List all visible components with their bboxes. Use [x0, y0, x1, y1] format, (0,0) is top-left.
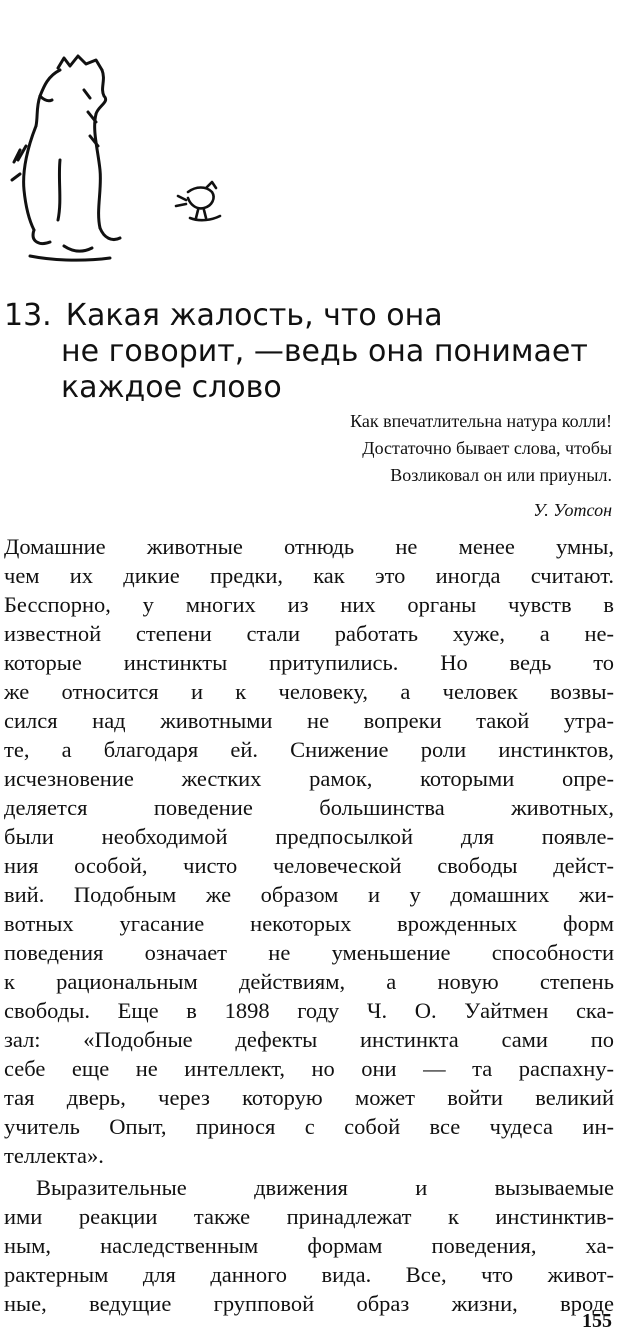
text-line: исчезновение жестких рамок, которыми опре-	[4, 766, 614, 791]
text-line: к рациональным действиям, а новую степень	[4, 969, 614, 994]
epigraph-line: Достаточно бывает слова, чтобы	[362, 438, 612, 458]
paragraph-2	[4, 1173, 614, 1318]
text-line: свободы. Еще в 1898 году Ч. О. Уайтмен ска-	[4, 998, 614, 1023]
text-line: зал: «Подобные дефекты инстинкта сами по	[4, 1027, 614, 1052]
heading-line-1: 13. Какая жалость, что она	[4, 298, 443, 333]
text-line: теллекта».	[4, 1143, 104, 1168]
text-line: ным, наследственным формам поведения, ха-	[4, 1233, 614, 1258]
text-line: тая дверь, через которую может войти великий	[4, 1085, 614, 1110]
epigraph	[192, 408, 612, 524]
text-line: известной степени стали работать хуже, а не-	[4, 621, 614, 646]
text-line: учитель Опыт, принося с собой все чудеса ин-	[4, 1114, 614, 1139]
text-line: сился над животными не вопреки такой утра-	[4, 708, 614, 733]
text-line: вотных угасание некоторых врожденных форм	[4, 911, 614, 936]
epigraph-line: Как впечатлительна натура колли!	[350, 411, 612, 431]
text-line: Выразительные движения и вызываемые	[36, 1175, 614, 1200]
text-line: себе еще не интеллект, но они — та распахну-	[4, 1056, 614, 1081]
epigraph-line: Возликовал он или приуныл.	[390, 465, 612, 485]
chapter-heading	[4, 298, 616, 406]
text-line: ные, ведущие групповой образ жизни, вроде	[4, 1291, 614, 1316]
text-line: были необходимой предпосылкой для появле-	[4, 824, 614, 849]
dog-sketch	[12, 56, 120, 260]
text-line: рактерным для данного вида. Все, что живот-	[4, 1262, 614, 1287]
heading-line-2: не говорит, —ведь она понимает	[61, 334, 588, 369]
text-line: Бесспорно, у многих из них органы чувств в	[4, 592, 614, 617]
text-line: деляется поведение большинства животных,	[4, 795, 614, 820]
dog-and-bird-illustration	[0, 50, 250, 280]
text-line: же относится и к человеку, а человек возвы-	[4, 679, 614, 704]
heading-line-3: каждое слово	[61, 370, 282, 405]
text-line: ими реакции также принадлежат к инстинктив-	[4, 1204, 614, 1229]
epigraph-author: У. Уотсон	[533, 500, 612, 520]
text-line: Домашние животные отнюдь не менее умны,	[4, 534, 614, 559]
text-line: ния особой, чисто человеческой свободы дейст-	[4, 853, 614, 878]
text-line: те, а благодаря ей. Снижение роли инстинктов,	[4, 737, 614, 762]
text-line: которые инстинкты притупились. Но ведь то	[4, 650, 614, 675]
page-number: 155	[582, 1310, 612, 1332]
bird-sketch	[176, 182, 220, 220]
paragraph-1	[4, 532, 614, 1170]
text-line: поведения означает не уменьшение способности	[4, 940, 614, 965]
text-line: чем их дикие предки, как это иногда считают.	[4, 563, 614, 588]
body-text	[4, 532, 614, 1318]
chapter-number: 13.	[4, 298, 52, 333]
text-line: вий. Подобным же образом и у домашних жи-	[4, 882, 614, 907]
